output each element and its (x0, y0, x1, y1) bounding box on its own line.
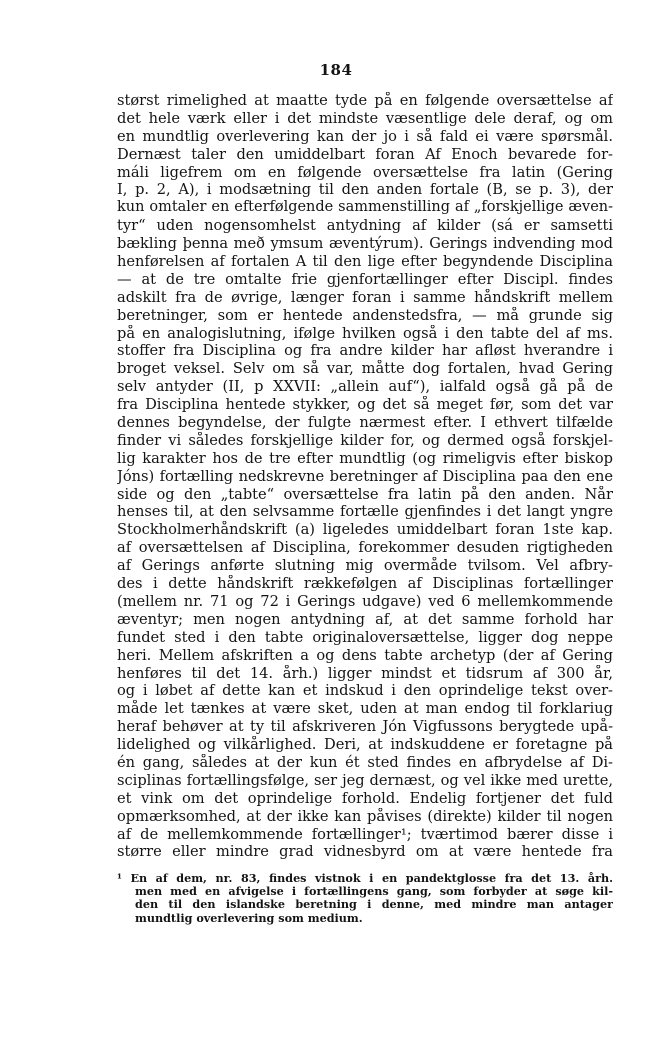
text-line: henførelsen af fortalen A til den lige efter begyndende Disciplina (117, 253, 613, 271)
text-line: et vink om det oprindelige forhold. Endelig fortjener det fuld (117, 789, 613, 807)
text-line: finder vi således forskjellige kilder for, og dermed også forskjel- (117, 431, 613, 449)
text-line: og i løbet af dette kan et indskud i den oprindelige tekst over- (117, 682, 613, 700)
text-line: stoffer fra Disciplina og fra andre kilder har afløst hverandre i (117, 342, 613, 360)
text-line: dennes begyndelse, der fulgte nærmest efter. I ethvert tilfælde (117, 414, 613, 432)
text-line: Stockholmerhåndskrift (a) ligeledes umiddelbart foran 1ste kap. (117, 521, 613, 539)
footnote-line: men med en afvigelse i fortællingens gang, som forbyder at søge kil- (135, 885, 613, 899)
text-line: det hele værk eller i det mindste væsentlige dele deraf, og om (117, 109, 613, 127)
footnote-line: ¹ En af dem, nr. 83, findes vistnok i en pandektglosse fra det 13. årh. (117, 872, 613, 885)
text-line: — at de tre omtalte frie gjenfortællinger efter Discipl. findes (117, 270, 613, 288)
text-line: af oversættelsen af Disciplina, forekommer desuden rigtigheden (117, 539, 613, 557)
text-line: sciplinas fortællingsfølge, ser jeg dernæst, og vel ikke med urette, (117, 771, 613, 789)
text-line: des i dette håndskrift rækkefølgen af Disciplinas fortællinger (117, 575, 613, 593)
text-line: en mundtlig overlevering kan der jo i så fald ei være spørsmål. (117, 127, 613, 145)
text-line: heri. Mellem afskriften a og dens tabte archetyp (der af Gering (117, 646, 613, 664)
text-line: fundet sted i den tabte originaloversættelse, ligger dog neppe (117, 628, 613, 646)
page-number: 184 (319, 61, 353, 79)
text-line: broget veksel. Selv om så var, måtte dog fortalen, hvad Gering (117, 360, 613, 378)
text-line: af Gerings anførte slutning mig overmåde tvilsom. Vel afbry- (117, 557, 613, 575)
text-line: kun omtaler en efterfølgende sammenstilling af „forskjellige æven- (117, 199, 613, 216)
text-line: selv antyder (II, p XXVII: „allein auf“), ialfald også gå på de (117, 378, 613, 396)
text-line: størst rimelighed at maatte tyde på en følgende oversættelse af (117, 92, 613, 109)
text-line: beretninger, som er hentede andenstedsfra, — må grunde sig (117, 306, 613, 324)
text-line: henses til, at den selvsamme fortælle gjenfindes i det langt yngre (117, 503, 613, 521)
footnote-line: den til den islandske beretning i denne, med mindre man antager (135, 898, 613, 912)
text-line: máli ligefrem om en følgende oversættelse fra latin (Gering (117, 163, 613, 181)
body-text (117, 92, 613, 861)
text-line: bækling þenna með ymsum æventýrum). Gerings indvending mod (117, 235, 613, 253)
text-line: fra Disciplina hentede stykker, og det så meget før, som det var (117, 396, 613, 414)
text-line: opmærksomhed, at der ikke kan påvises (direkte) kilder til nogen (117, 807, 613, 825)
text-line: af de mellemkommende fortællinger¹; tværtimod bærer disse i (117, 825, 613, 843)
text-line: henføres til det 14. årh.) ligger mindst et tidsrum af 300 år, (117, 664, 613, 682)
text-line: I, p. 2, A), i modsætning til den anden fortale (B, se p. 3), der (117, 181, 613, 199)
text-line: Jóns) fortælling nedskrevne beretninger af Disciplina paa den ene (117, 467, 613, 485)
text-line: side og den „tabte“ oversættelse fra latin på den anden. Når (117, 485, 613, 503)
text-line: lidelighed og vilkårlighed. Deri, at indskuddene er foretagne på (117, 736, 613, 754)
text-line: én gang, således at der kun ét sted findes en afbrydelse af Di- (117, 753, 613, 771)
text-line: måde let tænkes at være sket, uden at man endog til forklariug (117, 700, 613, 718)
text-line: Dernæst taler den umiddelbart foran Af Enoch bevarede for- (117, 145, 613, 163)
text-line: adskilt fra de øvrige, længer foran i samme håndskrift mellem (117, 288, 613, 306)
text-line: større eller mindre grad vidnesbyrd om at være hentede fra (117, 843, 613, 861)
text-line: æventyr; men nogen antydning af, at det samme forhold har (117, 610, 613, 628)
text-line: heraf behøver at ty til afskriveren Jón Vigfussons berygtede upå- (117, 718, 613, 736)
text-line: lig karakter hos de tre efter mundtlig (og rimeligvis efter biskop (117, 449, 613, 467)
footnote-line: mundtlig overlevering som medium. (135, 911, 363, 925)
text-line: tyr“ uden nogensomhelst antydning af kilder (sá er samsetti (117, 217, 613, 235)
text-line: (mellem nr. 71 og 72 i Gerings udgave) ved 6 mellemkommende (117, 592, 613, 610)
footnotes (117, 872, 613, 925)
text-line: på en analogislutning, ifølge hvilken også i den tabte del af ms. (117, 324, 613, 342)
